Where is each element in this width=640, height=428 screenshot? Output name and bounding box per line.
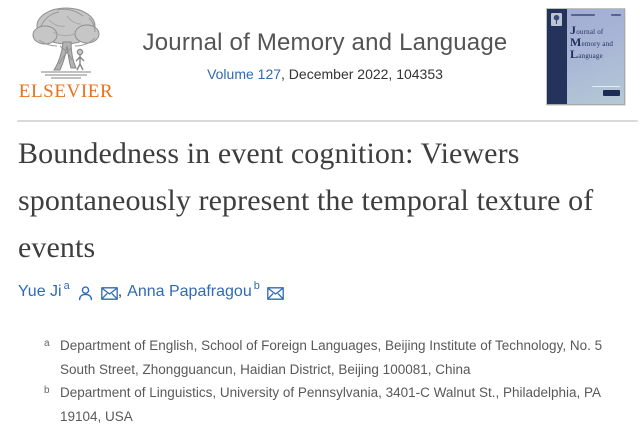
volume-link[interactable]: Volume 127 [207, 66, 282, 82]
elsevier-tree-logo [27, 4, 105, 80]
elsevier-wordmark: ELSEVIER [18, 81, 114, 102]
journal-cover-thumbnail[interactable] [546, 8, 625, 105]
author-list: Yue Ji $^a$ , Anna Papafragou $^b$ [18, 280, 284, 304]
elsevier-logo[interactable] [15, 4, 117, 103]
cover-body [567, 9, 624, 104]
cover-journal-title: Journal of Memory and Language [570, 23, 614, 61]
header-divider [17, 120, 638, 122]
cover-sciencedirect-block [603, 90, 620, 96]
journal-title-block [120, 29, 530, 82]
cover-navy-strip [547, 9, 567, 104]
cover-microtext [571, 14, 595, 16]
author-separator: , [117, 283, 123, 300]
article-title: Boundedness in event cognition: Viewers spontaneously represent the temporal texture of events [18, 137, 594, 264]
cover-elsevier-emblem-icon [551, 13, 562, 26]
affiliation-list [44, 334, 624, 428]
author-link-yue-ji[interactable]: Yue Ji [18, 283, 62, 300]
envelope-icon[interactable] [101, 287, 118, 300]
affiliation-text: Department of Linguistics, University of Pennsylvania, 3401-C Walnut St., Philadelphia, PA 19104, USA [60, 385, 601, 424]
issue-details: , December 2022, 104353 [281, 66, 443, 82]
envelope-icon[interactable] [267, 287, 284, 300]
issue-line [120, 66, 530, 82]
person-icon[interactable] [77, 285, 94, 302]
affiliation-b: b Department of Linguistics, University of Pennsylvania, 3401-C Walnut St., Philadelphia, PA 19104, USA [44, 381, 624, 428]
affiliation-text: Department of English, School of Foreign Languages, Beijing Institute of Technology, No. 5 South Street, Zhongguancun, Haidian District, Beijing 100081, China [60, 338, 603, 377]
cover-microtext [592, 86, 620, 87]
affiliation-a: a Department of English, School of Foreign Languages, Beijing Institute of Technology, No. 5 South Street, Zhongguancun, Haidian District, Beijing 100081, China [44, 334, 624, 381]
journal-title[interactable]: Journal of Memory and Language [142, 29, 508, 56]
journal-masthead [0, 0, 640, 120]
cover-microtext [611, 14, 621, 16]
author-link-anna-papafragou[interactable]: Anna Papafragou [127, 283, 252, 300]
